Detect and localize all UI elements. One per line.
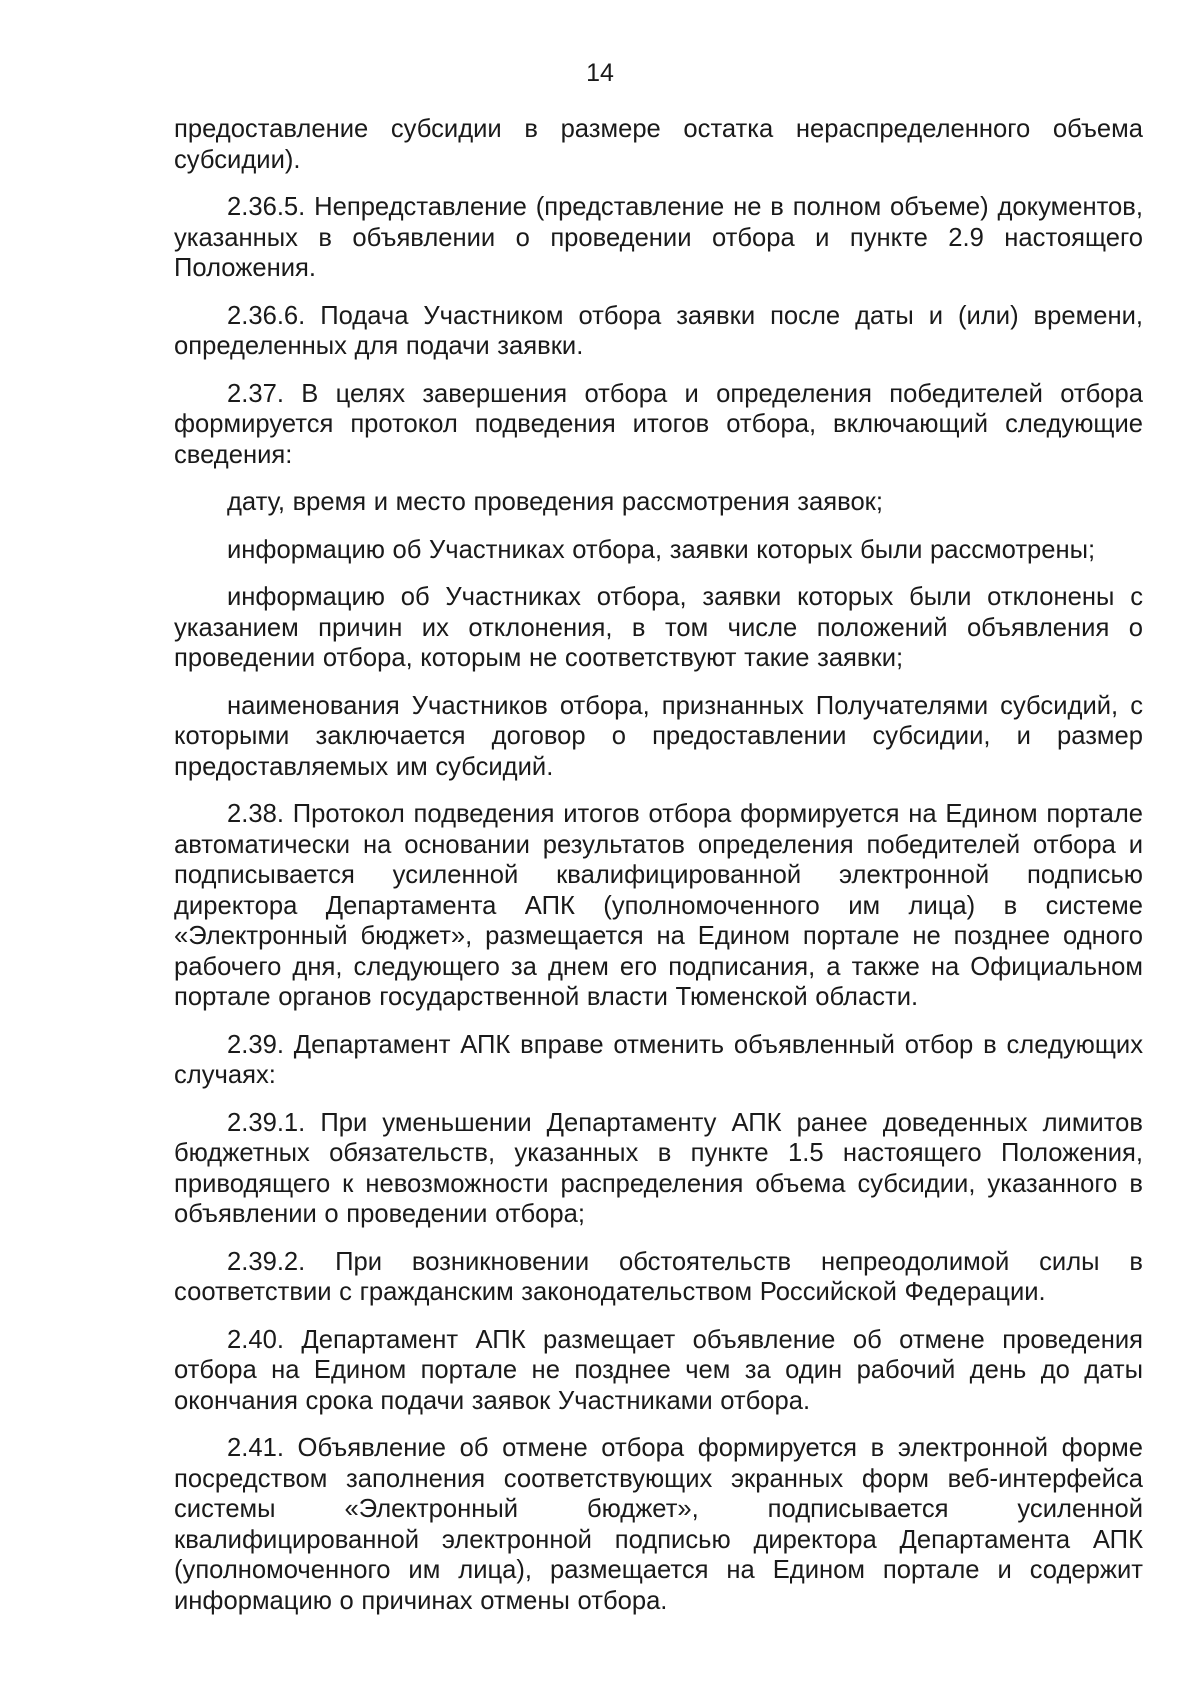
paragraph-2-40: 2.40. Департамент АПК размещает объявление об отмене проведения отбора на Едином портале не позднее чем за один рабочий день до даты окончания срока подачи заявок Участниками отбора. <box>174 1325 1143 1415</box>
paragraph-2-38: 2.38. Протокол подведения итогов отбора формируется на Едином портале автоматически на основании результатов определения победителей отбора и подписывается усиленной квалифицированной электронной подписью директора Департамента АПК (уполномоченного им лица) в системе «Электронный бюджет», размещается на Едином портале не позднее одного рабочего дня, следующего за днем его подписания, а также на Официальном портале органов государственной власти Тюменской области. <box>174 800 1143 1011</box>
list-item-winners: наименования Участников отбора, признанных Получателями субсидий, с которыми заключается договор о предоставлении субсидии, и размер предоставляемых им субсидий. <box>174 691 1143 781</box>
list-item-rejected-participants: информацию об Участниках отбора, заявки которых были отклонены с указанием причин их отклонения, в том числе положений объявления о проведении отбора, которым не соответствуют такие заявки; <box>174 583 1143 672</box>
page-number: 14 <box>586 59 614 87</box>
paragraph-2-39-2: 2.39.2. При возникновении обстоятельств непреодолимой силы в соответствии с гражданским законодательством Российской Федерации. <box>174 1247 1143 1306</box>
paragraph-continuation: предоставление субсидии в размере остатка нераспределенного объема субсидии). <box>174 115 1143 174</box>
paragraph-2-39-1: 2.39.1. При уменьшении Департаменту АПК ранее доведенных лимитов бюджетных обязательств, указанных в пункте 1.5 настоящего Положения, приводящего к невозможности распределения объема субсидии, указанного в объявлении о проведении отбора; <box>174 1108 1143 1228</box>
paragraph-2-39: 2.39. Департамент АПК вправе отменить объявленный отбор в следующих случаях: <box>174 1030 1143 1089</box>
list-item-reviewed-participants: информацию об Участниках отбора, заявки которых были рассмотрены; <box>227 535 1096 564</box>
document-body <box>174 114 1143 1633</box>
paragraph-2-36-6: 2.36.6. Подача Участником отбора заявки после даты и (или) времени, определенных для подачи заявки. <box>174 301 1143 360</box>
paragraph-2-37: 2.37. В целях завершения отбора и определения победителей отбора формируется протокол подведения итогов отбора, включающий следующие сведения: <box>174 379 1143 469</box>
paragraph-2-36-5: 2.36.5. Непредставление (представление не в полном объеме) документов, указанных в объявлении о проведении отбора и пункте 2.9 настоящего Положения. <box>174 193 1143 282</box>
list-item-date-time-place: дату, время и место проведения рассмотрения заявок; <box>227 488 883 516</box>
paragraph-2-41: 2.41. Объявление об отмене отбора формируется в электронной форме посредством заполнения соответствующих экранных форм веб-интерфейса системы «Электронный бюджет», подписывается усиленной квалифицированной электронной подписью директора Департамента АПК (уполномоченного им лица), размещается на Едином портале и содержит информацию о причинах отмены отбора. <box>174 1434 1143 1615</box>
